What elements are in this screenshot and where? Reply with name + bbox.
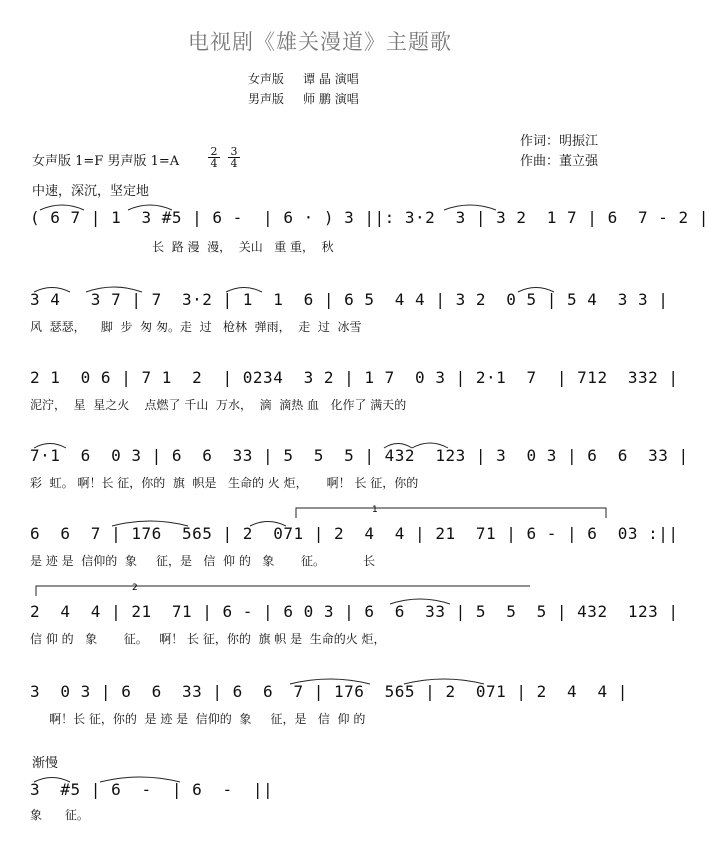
lyric-line: 长 路 漫 漫， 关山 重 重， 秋 (30, 240, 334, 254)
meter-numerator: 2 (210, 145, 218, 158)
lyric-line: 彩 虹。 啊！长 征，你的 旗 帜是 生命的 火 炬， 啊！ 长 征，你的 (30, 476, 419, 490)
notation-line: 2 1 0 6 | 7 1 2 | 0234 3 2 | 1 7 0 3 | 2·1 7 | 712 332 | (30, 368, 679, 387)
slur (444, 205, 496, 210)
lyric-line: 啊！长 征，你的 是 迹 是 信仰的 象 征，是 信 仰 的 (30, 712, 366, 726)
song-title: 电视剧《雄关漫道》主题歌 (188, 30, 452, 54)
notation-line: 3 #5 | 6 - | 6 - || (30, 780, 274, 799)
lyric-line: 泥泞， 星 星之火 点燃了 千山 万水， 滴 滴热 血 化作了 满天的 (30, 398, 407, 412)
version-singer: 谭 晶 演唱 (303, 72, 359, 86)
notation-line: 7·1 6 0 3 | 6 6 33 | 5 5 5 | 432 123 | 3 0 3 | 6 6 33 | (30, 446, 689, 465)
notation-line: 3 4 3 7 | 7 3·2 | 1 1 6 | 6 5 4 4 | 3 2 0 5 | 5 4 3 3 | (30, 290, 669, 309)
notation-line: 6 6 7 | 176 565 | 2 071 | 2 4 4 | 21 71 | 6 - | 6 03 :|| (30, 524, 679, 543)
slur (34, 444, 66, 449)
slur (34, 288, 70, 293)
slur (290, 679, 370, 684)
meter-denominator: 4 (228, 157, 240, 169)
lyricist-credit: 作词：明振江 (520, 134, 599, 149)
slur (250, 522, 286, 527)
notation-line: ( 6 7 | 1 3 #5 | 6 - | 6 · ) 3 ||: 3·2 3 | 3 2 1 7 | 6 7 - 2 | (30, 208, 709, 227)
lyric-line: 信 仰 的 象 征。 啊！ 长 征，你的 旗 帜 是 生命的火 炬， (30, 632, 386, 646)
volta-bracket (36, 586, 530, 596)
volta-bracket (296, 508, 606, 518)
version-singer: 师 鹏 演唱 (303, 92, 359, 106)
slur (384, 444, 412, 449)
key-signature: 女声版 1=F 男声版 1=A (32, 154, 180, 169)
tempo-marking: 中速，深沉，坚定地 (32, 184, 150, 199)
composer-credit: 作曲：董立强 (520, 154, 599, 169)
meter-denominator: 4 (208, 157, 220, 169)
meter-numerator: 3 (230, 145, 238, 158)
volta-label: 2 (132, 583, 138, 593)
slur (100, 777, 180, 782)
slur (412, 443, 448, 448)
slur (112, 521, 188, 526)
volta-label: 1 (372, 505, 378, 515)
version-label: 男声版 (248, 92, 285, 106)
slur (518, 288, 554, 293)
lyric-line: 是 迹 是 信仰的 象 征，是 信 仰 的 象 征。 长 (30, 554, 376, 568)
slur (86, 287, 142, 292)
lyric-line: 风 瑟瑟， 脚 步 匆 匆。走 过 枪林 弹雨， 走 过 冰雪 (30, 320, 362, 334)
slur (226, 288, 262, 293)
slur (34, 778, 70, 783)
tempo-change-marking: 渐慢 (32, 756, 59, 771)
slur (128, 205, 172, 210)
notation-line: 2 4 4 | 21 71 | 6 - | 6 0 3 | 6 6 33 | 5 5 5 | 432 123 | (30, 602, 679, 621)
slur (40, 205, 84, 210)
slur (404, 679, 484, 684)
notation-line: 3 0 3 | 6 6 33 | 6 6 7 | 176 565 | 2 071 | 2 4 4 | (30, 682, 628, 701)
version-label: 女声版 (248, 72, 285, 86)
slur (390, 599, 450, 604)
lyric-line: 象 征。 (30, 808, 89, 822)
